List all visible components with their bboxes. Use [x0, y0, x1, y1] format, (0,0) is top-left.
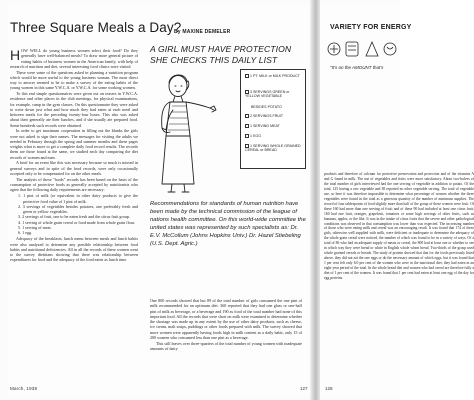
- intro-paragraph: HOW WELL do young business women select their food? Do they generally have well-balanced meals? To draw more general picture of eating habits of business women in the American family, with help of research of nutrition and diet, several interesting food clinics were visited.: [10, 46, 138, 69]
- checklist-item: 1 EGG: [245, 134, 303, 138]
- requirements-list: [18, 193, 138, 235]
- intro-paragraph: These were some of the questions asked in planning a nutrition program which would be more useful to the young business woman. The most direct way to answer seemed to be to make a survey of the eating habits of the young women in this same Y.W.C.A. or Y.W.C.A. for some working women.: [10, 69, 138, 91]
- intro-paragraph: The analysis of these "foods" records has been based on the basis of the consumption of protective foods as generally accepted by nutritionists who agree that the following daily requirements are necessary:: [10, 176, 138, 192]
- page-gutter: [310, 0, 320, 400]
- intro-paragraph: To this end simple questionnaires were given out on teasers in Y.W.C.A. residence and other places in the club meetings, for physical examinations, for example, camp in the gym classes. On this questionnaire they were asked to write down just what and how much they had eaten at each meal and between meals for the preceding twenty-four hours. This also was asked about their generally ate their lunches, and if she usually ate prepared food. Some hundreds such records were obtained.: [10, 91, 138, 128]
- page-number: 127: [300, 386, 308, 391]
- outro-paragraph: One 800 records showed that but 89 of the total number of girls consumed the one pint of milk recommended for an optimum diet. 360 reported that they had one glass or one-half pint of milk as beverage, or a beverage and 190 as food of the total number had none of this important food. All the records that were short on milk were examined to determine whether the shortage was made up in any extent by the use of other dairy products, such as cheese, ice cream, malt soups, puddings or other foods prepared with milk. The survey showed that more women were apparently having foods high in milk content as a daily habit, only 15 of 200 women who consumed less than one pint as a beverage.: [150, 298, 302, 340]
- right-page: [320, 4, 474, 396]
- outro-paragraph: Adequacy of the breakfasts, lunch menu between meals and lunch habits were also analyzed to determine any possible relationship between food habits and nutritional deficiencies. All in all the records of these women went to the survey dietitians showing that there was relationship between expenditures for food and the adequacy of the food eaten as lunch time.: [10, 236, 138, 263]
- checklist-item: BESIDES POTATO: [251, 105, 282, 109]
- checkbox-icon: [245, 114, 249, 118]
- checklist-item: 3 SERVINGS GREEN or YELLOW VEGETABLE: [245, 90, 290, 99]
- right-page-number: 128: [325, 386, 333, 391]
- requirement-item: 6. 1 egg.: [18, 230, 33, 235]
- requirement-item: 4. 1 serving of whole grain cereal or food made from whole grain flour.: [18, 219, 135, 225]
- checklist-heading-line1: A GIRL MUST HAVE PROTECTION: [150, 44, 292, 54]
- right-page-title: VARIETY FOR ENERGY: [330, 24, 412, 31]
- checklist-item: 1 SERVING MEAT: [245, 124, 303, 128]
- checklist-heading-line2: SHE CHECKS THIS DAILY LIST: [150, 54, 278, 65]
- left-page: [8, 4, 310, 396]
- outro-paragraph: This still leaves over three-quarters of the total number of young women with inadequate amounts of dairy: [150, 340, 302, 351]
- drop-cap: H: [10, 46, 21, 63]
- article-column-left: [10, 48, 138, 263]
- daily-checklist-card: [240, 69, 306, 169]
- checklist-item: 1 PT. MILK or MILK PRODUCT: [245, 74, 303, 78]
- requirement-item: 3. 2 servings of fruit, one to be eaten fresh and the citrus fruit group.: [18, 214, 130, 220]
- woman-illustration: [148, 66, 244, 196]
- footer-date: March, 1939: [10, 386, 38, 391]
- intro-paragraph: A brief for an event like this was necessary because so much is missed in general surveys and in spite of the food records, were only occasionally accepted only to be compensated for on the other meals.: [10, 160, 138, 176]
- right-page-body: products and therefore of calcium for protective preservation and protection and of the vitamins A and G found in milk. The use of vegetables and fruits were more satisfactory. About two-halves of the total number of girls interviewed had the one serving of vegetable in addition to potato. Of the total, 125 having a raw vegetable and 38 reported no other vegetable serving. The total of vegetable use, so here it was therefore impossible to determine what percentage of women whether the three vegetables were found in the total as a generous quantity of the number of minimum supplies. The record of four tablespoons of food slightly more than half of the group of these women were fruit. Of these 160 had more than one serving of fruit; and of these 90 had included at least one citrus fruit; 160 had one fruit, oranges, grapefruit, tomatoes or some high servings of other fruits, such as bananas, apples, or the like. It was in the intake of citrus fruits that the severe and other pathological conditions was observed in that consumption was lower than was expected. The increasing number of those who were eating milk and cereal was an encouraging result. It was found that 174 of these girls, otherwise well supplied with milk, were deficient or inadequate to determine the adequacy of the whole grain cereal were noticed, the number of which was found to be in a variety of ways. Of a total of 86 who had an adequate supply of meats or cereal, the 800 had at least one or whether to see in which way they were bread or white in English whole wheat bread. Two-thirds of the group used whole grained cereals or breads. The study of protein showed that that for the foods previously listed above, they did not eat the one eggs or do the necessary amount of which eggs, but it was found that 1 per cent felt only 6.0 per cent of the women who were in the nutritional diet; they had eaten in an eight-year period of the total. In the whole bread diet and women who had cereal are therefore fully a diet of 1 per cent of the women. It was found that 1 per cent had eaten at least one egg of the day for egg proteins.: [324, 172, 474, 281]
- recommendation-note: Recommendations for standards of human nutrition have been made by the technical commission of the league of nations health committee. On this world-wide committee the united states was represented by such specialists as: Dr. E.V. McCollum (Johns Hopkins Univ.) Dr. Hazel Stiebeling (U.S. Dept. Agric.): [150, 201, 306, 248]
- requirement-item: 2. 3 servings of vegetables besides potatoes, one preferably fresh and green or yellow vegetables.: [18, 203, 138, 214]
- checklist-heading: [150, 44, 310, 65]
- requirement-item: 1. 1 pint of milk (or equivalent in other dairy products to give the protective food value of 1 pint of milk.: [18, 193, 138, 204]
- checklist-item: 2 SERVINGS FRUIT: [245, 114, 303, 118]
- checkbox-icon: [245, 134, 249, 138]
- article-column-right: [150, 298, 302, 352]
- energy-illustration: [326, 36, 400, 62]
- checkbox-icon: [245, 124, 249, 128]
- article-title: Three Square Meals a Day?: [10, 20, 182, 35]
- checklist-item: 1 SERVING WHOLE GRAINED CEREAL or BREAD: [245, 144, 301, 153]
- intro-paragraph: In order to get maximum cooperation in filling out the blanks the girls were not asked to sign their names. The messages for visiting the adults we needed in February through the spring and summer months and these pages weights what is more to get a complete daily food record results. The records them are those found at the same, we studied each day comparing the diet records of women and men.: [10, 128, 138, 160]
- article-byline: By MAXINE DEMELER: [174, 29, 231, 35]
- right-page-subtitle: "It's on the AMOUNT that's: [330, 65, 384, 70]
- requirement-item: 5. 1 serving of meat.: [18, 224, 52, 230]
- checkbox-icon: [245, 74, 249, 78]
